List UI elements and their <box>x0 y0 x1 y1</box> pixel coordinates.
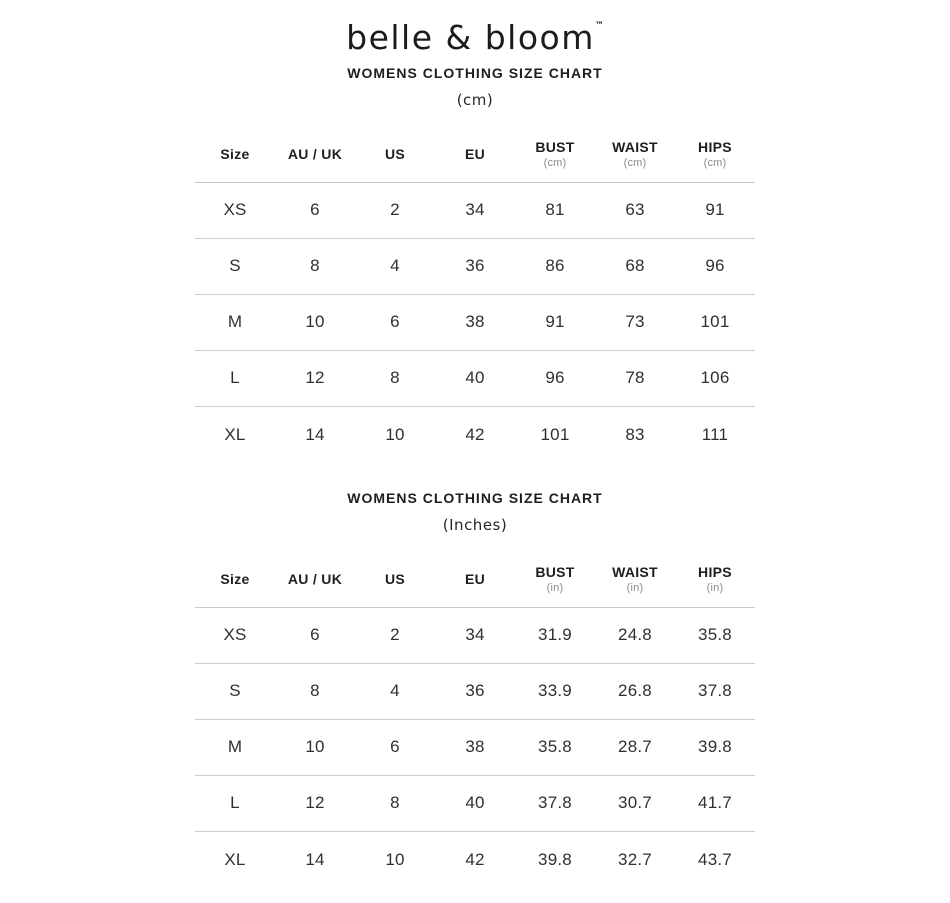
table-row-size-xs <box>195 182 755 238</box>
table-cell: 73 <box>625 312 645 332</box>
column-header-size <box>195 547 275 607</box>
column-header-unit: (cm) <box>623 156 647 169</box>
column-header-label: Size <box>220 145 250 162</box>
column-header-unit: (in) <box>706 581 724 594</box>
column-header-label: WAIST <box>612 563 658 580</box>
table-cell: XS <box>223 200 247 220</box>
table-row-size-m <box>195 719 755 775</box>
chart-unit-cm: (cm) <box>456 91 494 110</box>
table-cell: 101 <box>540 424 570 444</box>
column-header-label: Size <box>220 570 250 587</box>
table-cell: S <box>229 256 241 276</box>
table-cell: 8 <box>390 368 400 388</box>
column-header-au-uk <box>275 122 355 182</box>
column-header-us <box>355 547 435 607</box>
table-cell: 111 <box>701 424 729 444</box>
column-header-us <box>355 122 435 182</box>
table-cell: 33.9 <box>538 681 572 701</box>
table-cell: 83 <box>625 424 645 444</box>
column-header-waist <box>595 122 675 182</box>
table-cell: 32.7 <box>618 849 652 869</box>
table-cell: 39.8 <box>538 849 572 869</box>
table-cell: 36 <box>465 256 485 276</box>
table-cell: 26.8 <box>618 681 652 701</box>
table-cell: 42 <box>465 424 485 444</box>
column-header-size <box>195 122 275 182</box>
header-row <box>195 547 755 607</box>
table-row-size-s <box>195 238 755 294</box>
trademark-symbol: ™ <box>594 21 604 31</box>
table-row-size-xl <box>195 831 755 887</box>
table-cell: 31.9 <box>538 625 572 645</box>
brand-name: belle & bloom <box>346 18 595 57</box>
chart-unit-inches: (Inches) <box>442 516 508 535</box>
table-cell: 8 <box>390 793 400 813</box>
table-row-size-l <box>195 775 755 831</box>
table-cell: XL <box>224 849 246 869</box>
column-header-eu <box>435 122 515 182</box>
table-cell: 81 <box>545 200 565 220</box>
table-cell: 34 <box>465 200 485 220</box>
column-header-hips <box>675 547 755 607</box>
table-cell: 12 <box>305 368 325 388</box>
table-cell: 8 <box>310 256 320 276</box>
table-cell: 39.8 <box>698 737 732 757</box>
table-row-size-m <box>195 294 755 350</box>
table-cell: 40 <box>465 793 485 813</box>
table-cell: 6 <box>310 200 320 220</box>
size-chart-inches-section <box>0 490 950 887</box>
table-cell: 101 <box>700 312 730 332</box>
table-cell: 14 <box>305 424 325 444</box>
column-header-eu <box>435 547 515 607</box>
column-header-label: BUST <box>535 563 575 580</box>
column-header-bust <box>515 122 595 182</box>
table-cell: 6 <box>390 737 400 757</box>
table-cell: 78 <box>625 368 645 388</box>
brand-logo <box>0 20 950 56</box>
column-header-label: HIPS <box>698 138 732 155</box>
table-cell: 91 <box>705 200 725 220</box>
column-header-unit: (in) <box>626 581 644 594</box>
column-header-waist <box>595 547 675 607</box>
size-table-inches <box>195 547 755 887</box>
table-cell: 96 <box>705 256 725 276</box>
table-cell: 10 <box>305 312 325 332</box>
table-cell: XS <box>223 625 247 645</box>
size-chart-cm-section <box>0 65 950 462</box>
chart-title-inches: WOMENS CLOTHING SIZE CHART <box>347 490 603 507</box>
table-row-size-xs <box>195 607 755 663</box>
table-cell: 10 <box>385 849 405 869</box>
table-cell: 43.7 <box>698 849 732 869</box>
table-cell: 91 <box>545 312 565 332</box>
table-cell: 10 <box>305 737 325 757</box>
table-cell: 96 <box>545 368 565 388</box>
table-cell: 2 <box>390 625 400 645</box>
column-header-unit: (cm) <box>543 156 567 169</box>
column-header-hips <box>675 122 755 182</box>
column-header-label: HIPS <box>698 563 732 580</box>
column-header-label: AU / UK <box>287 145 343 162</box>
header-row <box>195 122 755 182</box>
table-cell: 4 <box>390 256 400 276</box>
table-cell: XL <box>224 424 246 444</box>
table-cell: 68 <box>625 256 645 276</box>
table-cell: 28.7 <box>618 737 652 757</box>
size-table-cm <box>195 122 755 462</box>
column-header-label: EU <box>464 570 486 587</box>
column-header-label: BUST <box>535 138 575 155</box>
table-cell: 6 <box>310 625 320 645</box>
column-header-unit: (in) <box>546 581 564 594</box>
table-cell: 36 <box>465 681 485 701</box>
table-row-size-s <box>195 663 755 719</box>
column-header-au-uk <box>275 547 355 607</box>
table-cell: 37.8 <box>698 681 732 701</box>
column-header-label: WAIST <box>612 138 658 155</box>
table-cell: 63 <box>625 200 645 220</box>
table-cell: 35.8 <box>538 737 572 757</box>
column-header-bust <box>515 547 595 607</box>
table-cell: M <box>227 312 243 332</box>
table-cell: 35.8 <box>698 625 732 645</box>
table-cell: 14 <box>305 849 325 869</box>
table-cell: 86 <box>545 256 565 276</box>
chart-title-cm: WOMENS CLOTHING SIZE CHART <box>347 65 603 82</box>
table-cell: S <box>229 681 241 701</box>
brand-header <box>0 20 950 56</box>
column-header-label: AU / UK <box>287 570 343 587</box>
table-cell: 10 <box>385 424 405 444</box>
table-cell: M <box>227 737 243 757</box>
column-header-label: EU <box>464 145 486 162</box>
table-cell: L <box>230 368 240 388</box>
table-cell: 37.8 <box>538 793 572 813</box>
table-cell: 106 <box>700 368 730 388</box>
table-cell: L <box>230 793 240 813</box>
column-header-unit: (cm) <box>703 156 727 169</box>
table-cell: 4 <box>390 681 400 701</box>
table-cell: 6 <box>390 312 400 332</box>
table-cell: 34 <box>465 625 485 645</box>
table-cell: 24.8 <box>618 625 652 645</box>
table-cell: 12 <box>305 793 325 813</box>
table-cell: 38 <box>465 737 485 757</box>
column-header-label: US <box>384 145 406 162</box>
table-row-size-l <box>195 350 755 406</box>
table-cell: 30.7 <box>618 793 652 813</box>
table-cell: 8 <box>310 681 320 701</box>
table-row-size-xl <box>195 406 755 462</box>
table-cell: 42 <box>465 849 485 869</box>
column-header-label: US <box>384 570 406 587</box>
table-cell: 38 <box>465 312 485 332</box>
table-cell: 2 <box>390 200 400 220</box>
table-cell: 41.7 <box>698 793 732 813</box>
table-cell: 40 <box>465 368 485 388</box>
